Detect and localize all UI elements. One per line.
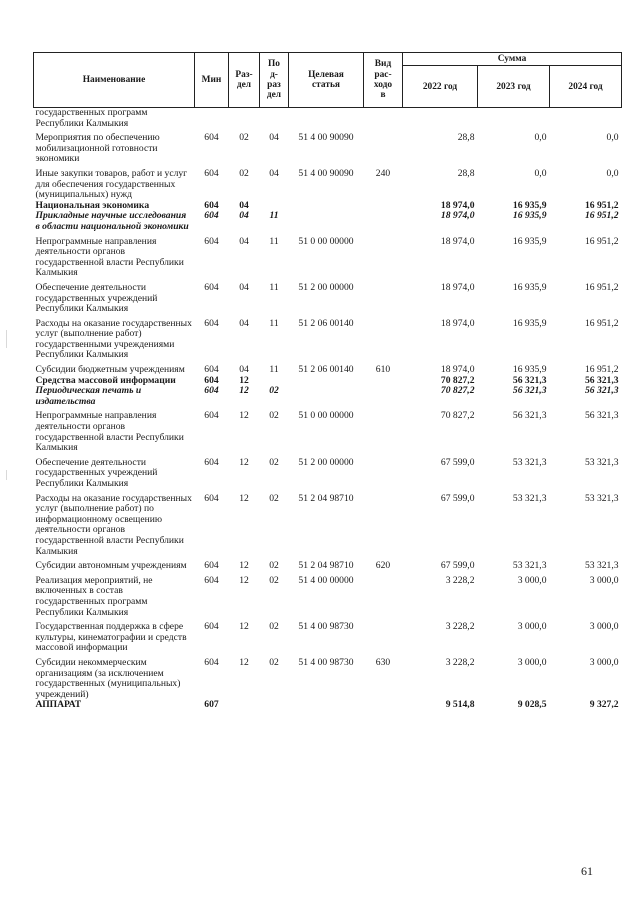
cell-2023: 16 935,9 (512, 281, 547, 293)
cell-2024: 16 951,2 (584, 317, 619, 329)
cell-2023 (478, 108, 550, 130)
cell-target-article: 51 2 00 00000 (298, 456, 354, 468)
cell-razdel: 12 (239, 656, 249, 668)
cell-min: 604 (204, 410, 219, 422)
cell-min: 604 (204, 492, 219, 504)
cell-2023: 16 935,9 (512, 235, 547, 247)
cell-min: 604 (204, 560, 219, 572)
cell-razdel: 12 (239, 621, 249, 633)
cell-2024: 3 000,0 (589, 621, 619, 633)
cell-2024: 56 321,3 (584, 410, 619, 422)
cell-2024: 53 321,3 (584, 456, 619, 468)
cell-2022: 3 228,2 (445, 574, 475, 586)
cell-2022: 18 974,0 (440, 210, 475, 222)
cell-2024: 0,0 (606, 132, 619, 144)
cell-name: Государственная поддержка в сфере культуры, кинематографии и средств массовой информации (35, 621, 187, 654)
cell-podrazdel: 11 (269, 364, 279, 376)
cell-min: 604 (204, 374, 219, 386)
cell-min: 604 (204, 210, 219, 222)
header-target-article: Целевая статья (289, 53, 364, 108)
cell-2024: 3 000,0 (589, 656, 619, 668)
cell-target-article: 51 2 04 98710 (298, 560, 354, 572)
cell-podrazdel: 11 (269, 210, 279, 222)
cell-expense-type (364, 315, 403, 361)
cell-target-article: 51 4 00 98730 (298, 656, 354, 668)
cell-target-article: 51 2 04 98710 (298, 492, 354, 504)
table-row (34, 572, 622, 618)
cell-razdel: 04 (239, 210, 249, 222)
cell-2024: 56 321,3 (584, 385, 619, 397)
cell-expense-type (364, 279, 403, 315)
cell-expense-type (364, 700, 403, 711)
cell-min: 604 (204, 235, 219, 247)
header-year-2022: 2022 год (403, 66, 478, 108)
table-row (34, 454, 622, 490)
cell-min: 604 (204, 199, 219, 211)
cell-podrazdel (260, 108, 289, 130)
cell-min: 604 (204, 281, 219, 293)
cell-razdel (229, 700, 260, 711)
cell-2022 (403, 108, 478, 130)
cell-razdel: 12 (239, 374, 249, 386)
table-row (34, 654, 622, 700)
cell-2022: 18 974,0 (440, 364, 475, 376)
cell-name: Непрограммные направления деятельности органов государственной власти Республики Калмыкия (35, 410, 184, 454)
cell-expense-type (364, 386, 403, 407)
budget-table (33, 52, 622, 711)
cell-expense-type: 610 (375, 364, 391, 376)
cell-razdel (229, 108, 260, 130)
cell-expense-type (364, 233, 403, 279)
cell-name: Средства массовой информации (35, 374, 176, 386)
page-number: 61 (581, 864, 593, 878)
cell-2022: 18 974,0 (440, 235, 475, 247)
cell-min: 604 (204, 167, 219, 179)
cell-expense-type (364, 211, 403, 232)
cell-target-article: 51 4 00 98730 (298, 621, 354, 633)
cell-2023: 53 321,3 (512, 560, 547, 572)
cell-2023: 53 321,3 (512, 456, 547, 468)
cell-expense-type (364, 454, 403, 490)
cell-2024: 53 321,3 (584, 560, 619, 572)
cell-target-article (289, 201, 364, 212)
table-row (34, 557, 622, 572)
cell-target-article (289, 211, 364, 232)
cell-target-article: 51 0 00 00000 (298, 235, 354, 247)
cell-expense-type: 620 (375, 560, 391, 572)
cell-name: Субсидии бюджетным учреждениям (35, 364, 185, 376)
header-razdel: Раз- дел (229, 53, 260, 108)
header-podrazdel: По д- раз дел (260, 53, 289, 108)
header-year-2024: 2024 год (550, 66, 622, 108)
table-row (34, 129, 622, 165)
cell-podrazdel: 02 (269, 621, 279, 633)
cell-razdel: 04 (239, 281, 249, 293)
cell-name: Обеспечение деятельности государственных учреждений Республики Калмыкия (35, 281, 158, 315)
cell-name: Прикладные научные исследования в области национальной экономики (35, 210, 189, 232)
cell-2024: 16 951,2 (584, 235, 619, 247)
cell-2023: 9 028,5 (517, 699, 547, 711)
cell-expense-type (364, 201, 403, 212)
cell-name: Реализация мероприятий, не включенных в состав государственных программ Республики Калмыкия (35, 574, 153, 618)
cell-2022: 70 827,2 (440, 410, 475, 422)
cell-target-article: 51 2 06 00140 (298, 364, 354, 376)
header-name: Наименование (34, 53, 195, 108)
header-expense-type: Вид рас- ходо в (364, 53, 403, 108)
cell-2023: 56 321,3 (512, 410, 547, 422)
cell-2024 (550, 108, 622, 130)
cell-target-article: 51 4 00 00000 (298, 574, 354, 586)
table-row (34, 211, 622, 232)
cell-name: Мероприятия по обеспечению мобилизационной готовности экономики (35, 132, 160, 165)
cell-2023: 0,0 (534, 167, 547, 179)
cell-name: Национальная экономика (35, 199, 150, 211)
cell-2023: 16 935,9 (512, 199, 547, 211)
cell-name: государственных программ Республики Калмыкия (35, 107, 148, 129)
cell-razdel: 12 (239, 456, 249, 468)
cell-2023: 56 321,3 (512, 385, 547, 397)
table-row (34, 233, 622, 279)
table-row (34, 700, 622, 711)
cell-podrazdel: 11 (269, 317, 279, 329)
cell-2024: 53 321,3 (584, 492, 619, 504)
table-row (34, 165, 622, 201)
table-row (34, 407, 622, 453)
cell-target-article (289, 700, 364, 711)
cell-expense-type (364, 129, 403, 165)
cell-target-article: 51 4 00 90090 (298, 167, 354, 179)
table-row (34, 279, 622, 315)
table-row (34, 618, 622, 654)
cell-2023: 16 935,9 (512, 364, 547, 376)
cell-razdel: 12 (239, 492, 249, 504)
cell-2023: 0,0 (534, 132, 547, 144)
table-body (34, 108, 622, 711)
cell-razdel: 04 (239, 235, 249, 247)
cell-min (195, 108, 229, 130)
cell-2024: 56 321,3 (584, 374, 619, 386)
cell-name: АППАРАТ (35, 699, 82, 711)
cell-podrazdel: 02 (269, 656, 279, 668)
cell-expense-type (364, 490, 403, 558)
scan-mark (6, 470, 7, 480)
cell-min: 607 (204, 699, 219, 711)
cell-razdel: 02 (239, 132, 249, 144)
table-row (34, 361, 622, 376)
cell-2022: 3 228,2 (445, 656, 475, 668)
cell-target-article: 51 2 00 00000 (298, 281, 354, 293)
cell-2024: 0,0 (606, 167, 619, 179)
cell-target-article: 51 0 00 00000 (298, 410, 354, 422)
cell-2023: 16 935,9 (512, 317, 547, 329)
cell-2023: 3 000,0 (517, 621, 547, 633)
cell-target-article (289, 108, 364, 130)
cell-target-article: 51 2 06 00140 (298, 317, 354, 329)
cell-min: 604 (204, 385, 219, 397)
cell-2022: 28,8 (457, 132, 475, 144)
cell-min: 604 (204, 656, 219, 668)
cell-2024: 16 951,2 (584, 199, 619, 211)
cell-min: 604 (204, 456, 219, 468)
cell-2023: 16 935,9 (512, 210, 547, 222)
cell-min: 604 (204, 621, 219, 633)
cell-podrazdel: 02 (269, 574, 279, 586)
cell-podrazdel: 11 (269, 235, 279, 247)
cell-target-article (289, 376, 364, 387)
cell-2022: 18 974,0 (440, 199, 475, 211)
table-row (34, 490, 622, 558)
cell-podrazdel: 02 (269, 560, 279, 572)
cell-name: Расходы на оказание государственных услуг (выполнение работ) по информационному освещению деятельности органов государственной власти Республики Калмыкия (35, 492, 192, 557)
cell-podrazdel: 02 (269, 385, 279, 397)
table-row (34, 315, 622, 361)
cell-2023: 3 000,0 (517, 656, 547, 668)
cell-2023: 56 321,3 (512, 374, 547, 386)
cell-razdel: 12 (239, 385, 249, 397)
cell-razdel: 02 (239, 167, 249, 179)
cell-podrazdel (260, 700, 289, 711)
cell-podrazdel: 11 (269, 281, 279, 293)
cell-min: 604 (204, 364, 219, 376)
cell-expense-type (364, 407, 403, 453)
cell-razdel: 04 (239, 317, 249, 329)
cell-2022: 3 228,2 (445, 621, 475, 633)
cell-name: Непрограммные направления деятельности органов государственной власти Республики Калмыкия (35, 235, 184, 279)
cell-2023: 53 321,3 (512, 492, 547, 504)
cell-expense-type (364, 618, 403, 654)
cell-name: Субсидии некоммерческим организациям (за исключением государственных (муниципальных) учреждений) (35, 656, 181, 700)
cell-name: Расходы на оказание государственных услуг (выполнение работ) государственными учреждениями Республики Калмыкия (35, 317, 192, 361)
table-header (34, 53, 622, 108)
cell-podrazdel: 02 (269, 410, 279, 422)
cell-name: Периодическая печать и издательства (35, 385, 142, 407)
cell-podrazdel: 02 (269, 456, 279, 468)
cell-2022: 70 827,2 (440, 374, 475, 386)
cell-2022: 18 974,0 (440, 281, 475, 293)
cell-expense-type: 630 (375, 656, 391, 668)
cell-target-article: 51 4 00 90090 (298, 132, 354, 144)
cell-2022: 67 599,0 (440, 560, 475, 572)
cell-name: Субсидии автономным учреждениям (35, 560, 187, 572)
cell-2022: 18 974,0 (440, 317, 475, 329)
cell-expense-type (364, 376, 403, 387)
table-row (34, 386, 622, 407)
cell-2022: 67 599,0 (440, 456, 475, 468)
cell-min: 604 (204, 132, 219, 144)
cell-razdel: 12 (239, 410, 249, 422)
cell-name: Обеспечение деятельности государственных учреждений Республики Калмыкия (35, 456, 158, 489)
cell-podrazdel: 04 (269, 132, 279, 144)
cell-target-article (289, 386, 364, 407)
cell-razdel: 12 (239, 574, 249, 586)
cell-min: 604 (204, 574, 219, 586)
header-summa: Сумма (403, 53, 622, 66)
cell-razdel: 04 (239, 364, 249, 376)
header-year-2023: 2023 год (478, 66, 550, 108)
cell-2022: 67 599,0 (440, 492, 475, 504)
cell-2024: 9 327,2 (589, 699, 619, 711)
cell-expense-type (364, 572, 403, 618)
cell-2023: 3 000,0 (517, 574, 547, 586)
cell-2022: 9 514,8 (445, 699, 475, 711)
cell-name: Иные закупки товаров, работ и услуг для обеспечения государственных (муниципальных) нужд (35, 167, 188, 201)
cell-podrazdel: 02 (269, 492, 279, 504)
cell-razdel: 12 (239, 560, 249, 572)
cell-2024: 16 951,2 (584, 364, 619, 376)
cell-expense-type: 240 (375, 167, 391, 179)
cell-2022: 28,8 (457, 167, 475, 179)
cell-expense-type (364, 108, 403, 130)
scan-mark (6, 330, 7, 348)
cell-2024: 16 951,2 (584, 210, 619, 222)
table-row (34, 108, 622, 130)
cell-2022: 70 827,2 (440, 385, 475, 397)
cell-razdel: 04 (239, 199, 249, 211)
cell-min: 604 (204, 317, 219, 329)
header-min: Мин (195, 53, 229, 108)
cell-podrazdel: 04 (269, 167, 279, 179)
cell-2024: 16 951,2 (584, 281, 619, 293)
cell-2024: 3 000,0 (589, 574, 619, 586)
